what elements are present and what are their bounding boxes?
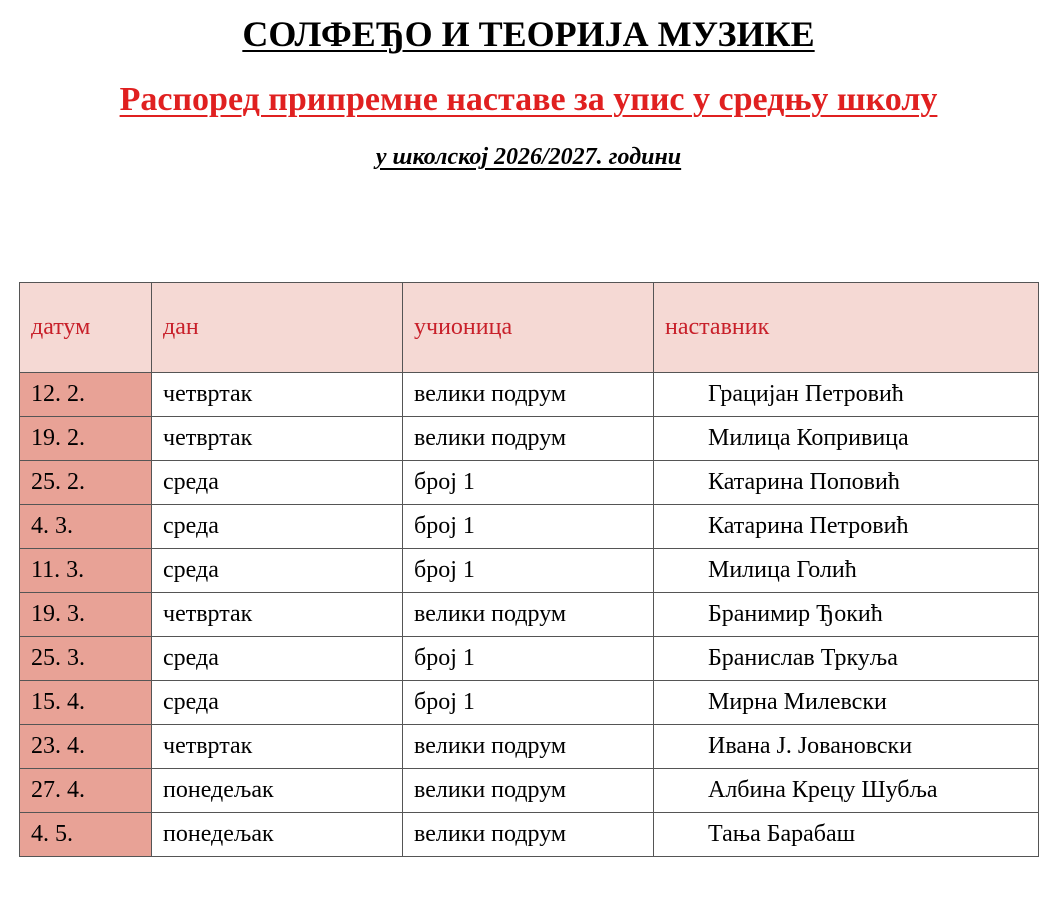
teacher-cell: Мирна Милевски (654, 681, 1039, 725)
table-row (20, 417, 1039, 461)
day-cell: среда (152, 549, 403, 593)
date-cell: 19. 2. (20, 417, 152, 461)
teacher-cell: Милица Голић (654, 549, 1039, 593)
teacher-cell: Ивана Ј. Јовановски (654, 725, 1039, 769)
teacher-cell: Грацијан Петровић (654, 373, 1039, 417)
day-cell: среда (152, 681, 403, 725)
table-row (20, 461, 1039, 505)
day-cell: четвртак (152, 417, 403, 461)
table-row (20, 769, 1039, 813)
date-cell: 19. 3. (20, 593, 152, 637)
room-cell: велики подрум (403, 725, 654, 769)
date-cell: 27. 4. (20, 769, 152, 813)
table-header-row (20, 283, 1039, 373)
day-cell: понедељак (152, 813, 403, 857)
date-cell: 25. 3. (20, 637, 152, 681)
table-row (20, 373, 1039, 417)
date-cell: 4. 5. (20, 813, 152, 857)
room-cell: број 1 (403, 461, 654, 505)
column-header-day: дан (152, 283, 403, 373)
room-cell: велики подрум (403, 769, 654, 813)
schedule-table (19, 282, 1039, 857)
school-year-line: у школској 2026/2027. години (375, 144, 682, 170)
room-cell: велики подрум (403, 373, 654, 417)
room-cell: број 1 (403, 681, 654, 725)
date-cell: 4. 3. (20, 505, 152, 549)
teacher-cell: Албина Крецу Шубља (654, 769, 1039, 813)
table-row (20, 681, 1039, 725)
teacher-cell: Бранимир Ђокић (654, 593, 1039, 637)
table-row (20, 637, 1039, 681)
teacher-cell: Бранислав Тркуља (654, 637, 1039, 681)
teacher-cell: Тања Барабаш (654, 813, 1039, 857)
teacher-cell: Катарина Поповић (654, 461, 1039, 505)
room-cell: велики подрум (403, 593, 654, 637)
day-cell: четвртак (152, 725, 403, 769)
teacher-cell: Катарина Петровић (654, 505, 1039, 549)
room-cell: број 1 (403, 637, 654, 681)
table-row (20, 813, 1039, 857)
day-cell: среда (152, 461, 403, 505)
day-cell: среда (152, 637, 403, 681)
date-cell: 12. 2. (20, 373, 152, 417)
room-cell: број 1 (403, 505, 654, 549)
room-cell: велики подрум (403, 813, 654, 857)
date-cell: 11. 3. (20, 549, 152, 593)
date-cell: 15. 4. (20, 681, 152, 725)
table-row (20, 593, 1039, 637)
day-cell: четвртак (152, 593, 403, 637)
page-title: СОЛФЕЂО И ТЕОРИЈА МУЗИКЕ (242, 14, 815, 54)
teacher-cell: Милица Копривица (654, 417, 1039, 461)
column-header-teacher: наставник (654, 283, 1039, 373)
date-cell: 25. 2. (20, 461, 152, 505)
day-cell: среда (152, 505, 403, 549)
table-row (20, 725, 1039, 769)
table-row (20, 549, 1039, 593)
column-header-date: датум (20, 283, 152, 373)
table-row (20, 505, 1039, 549)
day-cell: понедељак (152, 769, 403, 813)
schedule-subtitle: Распоред припремне наставе за упис у средњу школу (119, 81, 938, 118)
column-header-room: учионица (403, 283, 654, 373)
day-cell: четвртак (152, 373, 403, 417)
room-cell: велики подрум (403, 417, 654, 461)
date-cell: 23. 4. (20, 725, 152, 769)
room-cell: број 1 (403, 549, 654, 593)
